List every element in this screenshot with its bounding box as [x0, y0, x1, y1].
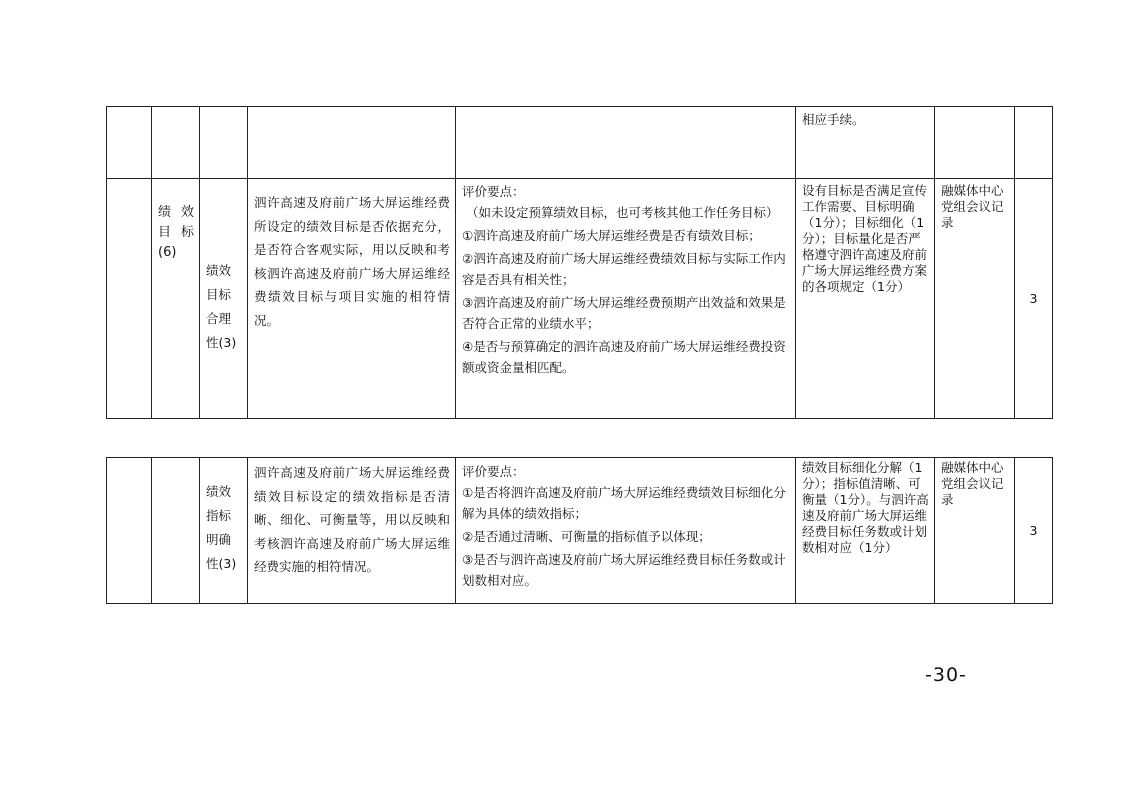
score-cell: [1015, 107, 1053, 179]
criteria-item: ②是否通过清晰、可衡量的指标值予以体现；: [462, 529, 711, 544]
evidence-source: 融媒体中心党组会议记录: [935, 458, 1015, 604]
table-row: [107, 179, 1053, 419]
indicator-content: 泗许高速及府前广场大屏运维经费绩效目标设定的绩效指标是否清晰、细化、可衡量等，用以反映和考核泗许高速及府前广场大屏运维经费实施的相符情况。: [248, 458, 456, 604]
level2-cell: [152, 458, 200, 604]
evaluation-table-bottom: [106, 457, 1053, 604]
score-value: 3: [1015, 458, 1053, 604]
level3-indicator: 绩效目标合理性(3): [200, 179, 248, 419]
level3-indicator: 绩效指标明确性(3): [200, 458, 248, 604]
level2-cell: [152, 107, 200, 179]
evaluation-criteria: [456, 458, 796, 604]
evidence-source: 融媒体中心党组会议记录: [935, 179, 1015, 419]
scoring-cell: 相应手续。: [796, 107, 935, 179]
table-row: [107, 458, 1053, 604]
level1-cell: [107, 179, 152, 419]
level1-cell: [107, 458, 152, 604]
criteria-item: ①泗许高速及府前广场大屏运维经费是否有绩效目标；: [462, 228, 761, 243]
level3-cell: [200, 107, 248, 179]
page-number: -30-: [925, 664, 967, 686]
criteria-cell: [456, 107, 796, 179]
criteria-title: 评价要点：: [462, 184, 525, 199]
content-cell: [248, 107, 456, 179]
source-cell: [935, 107, 1015, 179]
criteria-item: （如未设定预算绩效目标，也可考核其他工作任务目标）: [466, 205, 779, 220]
level1-cell: [107, 107, 152, 179]
criteria-item: ④是否与预算确定的泗许高速及府前广场大屏运维经费投资额或资金量相匹配。: [462, 339, 786, 375]
criteria-item: ②泗许高速及府前广场大屏运维经费绩效目标与实际工作内容是否具有相关性；: [462, 251, 786, 287]
evaluation-criteria: [456, 179, 796, 419]
indicator-content: 泗许高速及府前广场大屏运维经费所设定的绩效目标是否依据充分，是否符合客观实际，用以反映和考核泗许高速及府前广场大屏运维经费绩效目标与项目实施的相符情况。: [248, 179, 456, 419]
criteria-title: 评价要点：: [462, 464, 525, 479]
criteria-item: ①是否将泗许高速及府前广场大屏运维经费绩效目标细化分解为具体的绩效指标；: [462, 485, 786, 521]
scoring-rule: 绩效目标细化分解（1分）；指标值清晰、可衡量（1分）。与泗许高速及府前广场大屏运维经费目标任务数或计划数相对应（1分）: [796, 458, 935, 604]
evaluation-table-top: [106, 106, 1053, 419]
scoring-rule: 设有目标是否满足宣传工作需要、目标明确（1分）；目标细化（1分）；目标量化是否严格遵守泗许高速及府前广场大屏运维经费方案的各项规定（1分）: [796, 179, 935, 419]
table-row: [107, 107, 1053, 179]
criteria-item: ③是否与泗许高速及府前广场大屏运维经费目标任务数或计划数相对应。: [462, 552, 786, 588]
criteria-item: ③泗许高速及府前广场大屏运维经费预期产出效益和效果是否符合正常的业绩水平；: [462, 295, 786, 331]
score-value: 3: [1015, 179, 1053, 419]
level2-indicator: 绩效目标(6): [152, 179, 200, 419]
